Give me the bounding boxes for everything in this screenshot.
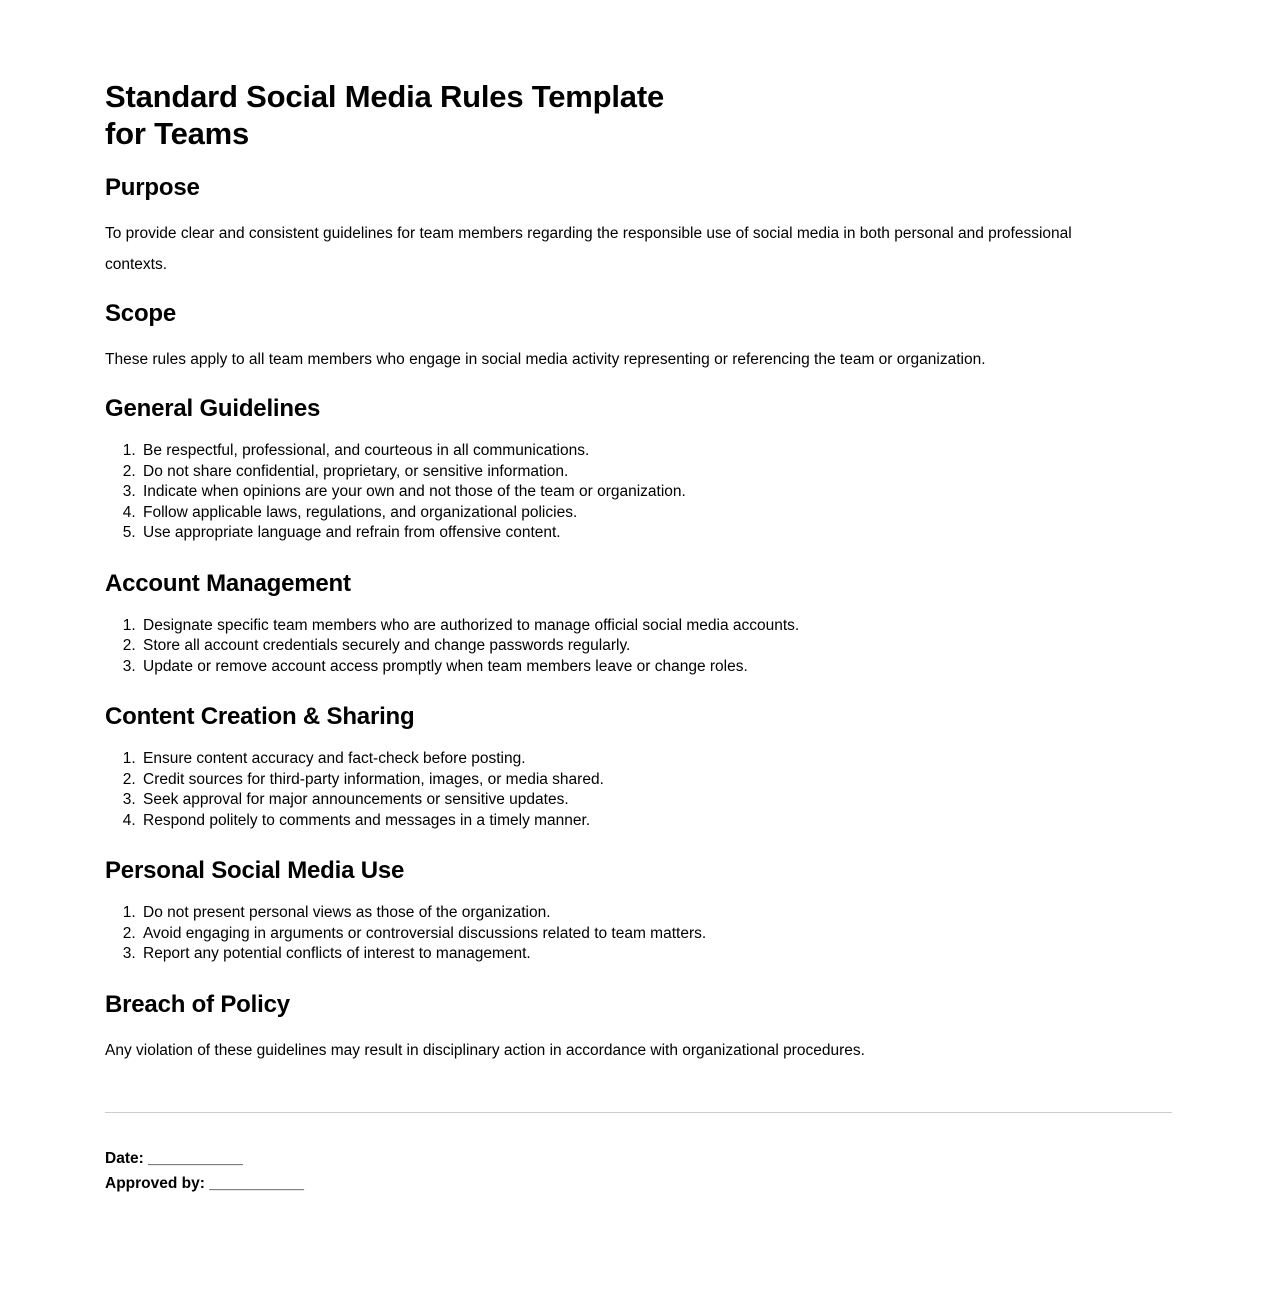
section-paragraph-purpose: To provide clear and consistent guidelines for team members regarding the responsible use of social media in both personal and professional contexts. — [105, 225, 1072, 273]
page-title — [105, 78, 745, 152]
list-item: 2. Avoid engaging in arguments or controversial discussions related to team matters. — [140, 924, 1172, 945]
list-item: 3. Report any potential conflicts of interest to management. — [140, 944, 1172, 965]
section-heading-scope: Scope — [105, 300, 177, 327]
spacer — [105, 965, 1172, 991]
spacer — [105, 423, 1172, 441]
list-item: 2. Store all account credentials securely and change passwords regularly. — [140, 636, 1172, 657]
list-item: 2. Credit sources for third-party information, images, or media shared. — [140, 770, 1172, 791]
list-item: 4. Follow applicable laws, regulations, and organizational policies. — [140, 503, 1172, 524]
spacer — [105, 831, 1172, 857]
spacer — [105, 731, 1172, 749]
list-item: 1. Designate specific team members who are authorized to manage official social media accounts. — [140, 616, 1172, 637]
page-title-line-2: for Teams — [105, 116, 250, 151]
signature-date-line: Date: ___________ — [105, 1149, 243, 1167]
list-item: 3. Seek approval for major announcements or sensitive updates. — [140, 790, 1172, 811]
list-item: 3. Update or remove account access promptly when team members leave or change roles. — [140, 657, 1172, 678]
list-item: 1. Be respectful, professional, and courteous in all communications. — [140, 441, 1172, 462]
spacer — [105, 1113, 1172, 1146]
section-heading-general-guidelines: General Guidelines — [105, 395, 321, 422]
spacer — [105, 544, 1172, 570]
spacer — [105, 202, 1172, 218]
rules-list-content-creation-sharing — [105, 749, 1172, 831]
section-heading-breach-of-policy: Breach of Policy — [105, 990, 290, 1018]
signature-approved-by-line: Approved by: ___________ — [105, 1174, 305, 1192]
list-item: 5. Use appropriate language and refrain from offensive content. — [140, 523, 1172, 544]
section-heading-content-creation-sharing: Content Creation & Sharing — [105, 703, 415, 730]
spacer — [105, 1019, 1172, 1035]
rules-list-general-guidelines — [105, 441, 1172, 544]
section-paragraph-breach-of-policy: Any violation of these guidelines may result in disciplinary action in accordance with organizational procedures. — [105, 1041, 865, 1059]
spacer — [105, 677, 1172, 703]
list-item: 4. Respond politely to comments and messages in a timely manner. — [140, 811, 1172, 832]
rules-list-personal-social-media-use — [105, 903, 1172, 965]
list-item: 2. Do not share confidential, proprietary, or sensitive information. — [140, 462, 1172, 483]
spacer — [105, 280, 1172, 300]
page-title-line-1: Standard Social Media Rules Template — [105, 79, 664, 114]
section-heading-personal-social-media-use: Personal Social Media Use — [105, 857, 405, 884]
spacer — [105, 885, 1172, 903]
list-item: 1. Do not present personal views as those of the organization. — [140, 903, 1172, 924]
list-item: 3. Indicate when opinions are your own and not those of the team or organization. — [140, 482, 1172, 503]
spacer — [105, 328, 1172, 344]
spacer — [105, 375, 1172, 395]
section-heading-account-management: Account Management — [105, 569, 351, 597]
spacer — [105, 1066, 1172, 1112]
section-heading-purpose: Purpose — [105, 174, 200, 201]
section-paragraph-scope: These rules apply to all team members who engage in social media activity representing or referencing the team or organization. — [105, 351, 986, 368]
spacer — [105, 152, 1172, 174]
list-item: 1. Ensure content accuracy and fact-check before posting. — [140, 749, 1172, 770]
spacer — [105, 598, 1172, 616]
rules-list-account-management — [105, 616, 1172, 678]
